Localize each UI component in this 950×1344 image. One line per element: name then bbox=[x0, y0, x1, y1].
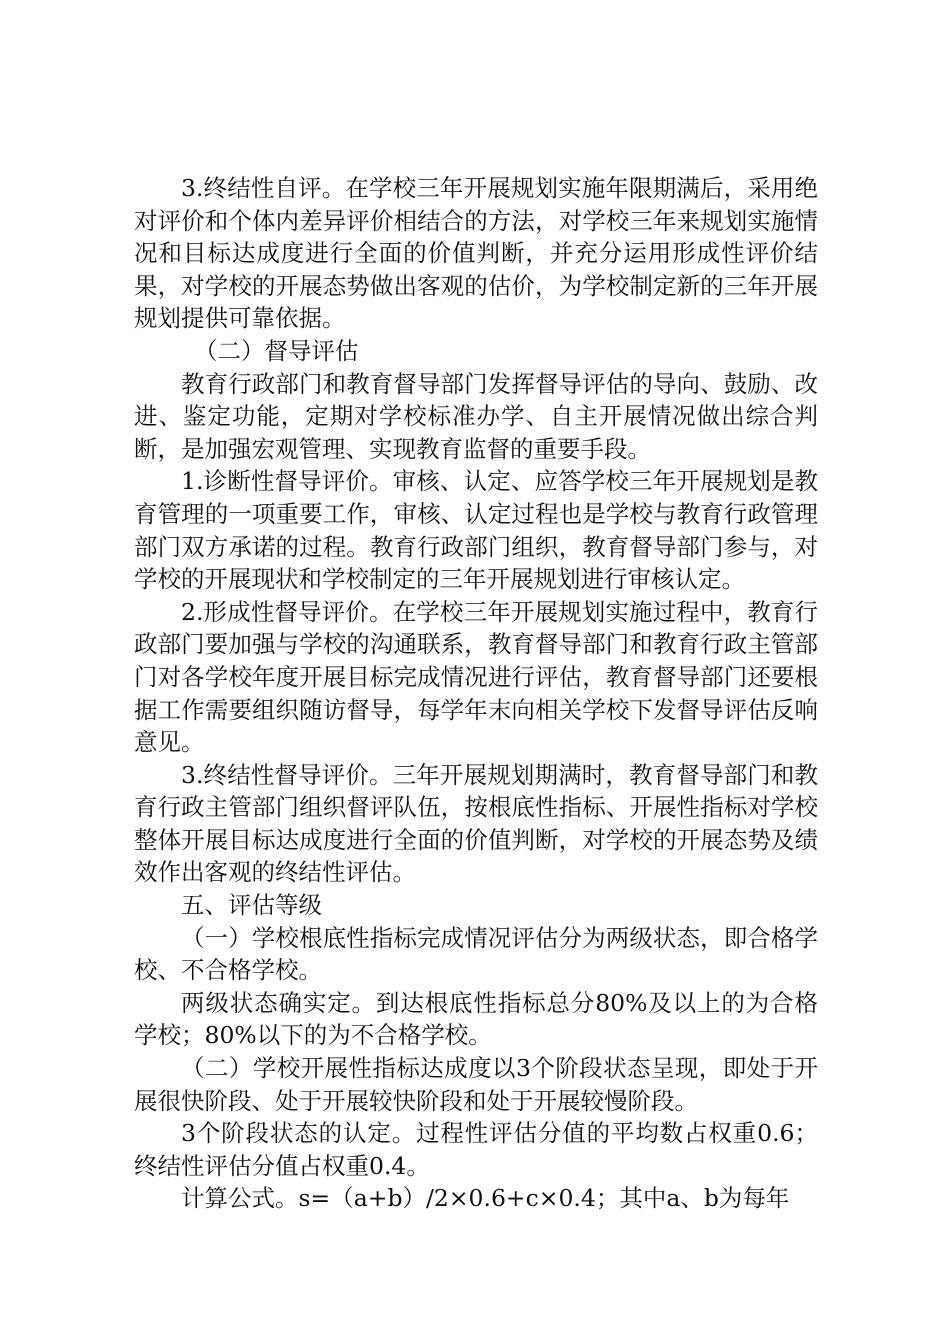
paragraph-diagnostic-supervision: 1.诊断性督导评价。审核、认定、应答学校三年开展规划是教育管理的一项重要工作，审核、认定过程也是学校与教育行政管理部门双方承诺的过程。教育行政部门组织，教育督导部门参与，对学校的开展现状和学校制定的三年开展规划进行审核认定。 bbox=[134, 467, 818, 594]
heading-supervision-evaluation: （二）督导评估 bbox=[194, 336, 359, 365]
paragraph-two-level-criteria: 两级状态确实定。到达根底性指标总分80%及以上的为合格学校；80%以下的为不合格学校。 bbox=[134, 988, 818, 1050]
paragraph-formative-supervision: 2.形成性督导评价。在学校三年开展规划实施过程中，教育行政部门要加强与学校的沟通联系，教育督导部门和教育行政主管部门对各学校年度开展目标完成情况进行评估，教育督导部门还要根据工作需要组织随访督导，每学年末向相关学校下发督导评估反响意见。 bbox=[134, 597, 818, 757]
document-body bbox=[134, 172, 818, 1215]
paragraph-final-supervision: 3.终结性督导评价。三年开展规划期满时，教育督导部门和教育行政主管部门组织督评队伍，按根底性指标、开展性指标对学校整体开展目标达成度进行全面的价值判断，对学校的开展态势及绩效作出客观的终结性评估。 bbox=[134, 760, 818, 887]
paragraph-basic-indicator-grades: （一）学校根底性指标完成情况评估分为两级状态，即合格学校、不合格学校。 bbox=[134, 923, 818, 985]
paragraph-formula: 计算公式。s=（a+b）/2×0.6+c×0.4；其中a、b为每年 bbox=[181, 1184, 790, 1213]
heading-evaluation-grades: 五、评估等级 bbox=[181, 891, 322, 920]
paragraph-three-stage-criteria: 3个阶段状态的认定。过程性评估分值的平均数占权重0.6；终结性评估分值占权重0.4。 bbox=[134, 1119, 818, 1180]
paragraph-final-self-evaluation: 3.终结性自评。在学校三年开展规划实施年限期满后，采用绝对评价和个体内差异评价相结合的方法，对学校三年来规划实施情况和目标达成度进行全面的价值判断，并充分运用形成性评价结果，对学校的开展态势做出客观的估价，为学校制定新的三年开展规划提供可靠依据。 bbox=[134, 174, 818, 333]
paragraph-development-indicator-stages: （二）学校开展性指标达成度以3个阶段状态呈现，即处于开展很快阶段、处于开展较快阶段和处于开展较慢阶段。 bbox=[134, 1054, 818, 1115]
paragraph-supervision-intro: 教育行政部门和教育督导部门发挥督导评估的导向、鼓励、改进、鉴定功能，定期对学校标准办学、自主开展情况做出综合判断，是加强宏观管理、实现教育监督的重要手段。 bbox=[134, 369, 818, 463]
